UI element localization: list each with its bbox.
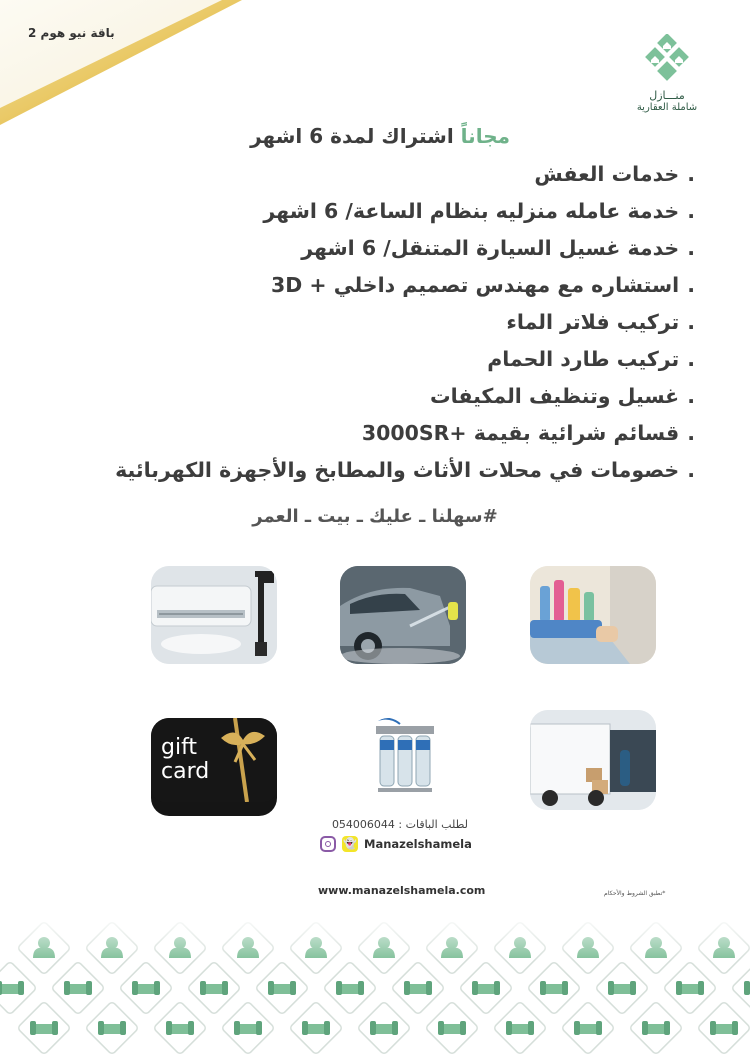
- offer-headline: [250, 124, 510, 148]
- terms-note: *تطبق الشروط والأحكام: [604, 890, 666, 897]
- headline-text: اشتراك لمدة 6 اشهر: [250, 124, 454, 148]
- bottom-decorative-pattern: [0, 910, 750, 1056]
- gold-corner-decoration: [0, 0, 250, 125]
- feature-item: .خدمة عامله منزليه بنظام الساعة/ 6 اشهر: [263, 199, 695, 223]
- social-row: [320, 836, 472, 852]
- hashtag: #سهلنا ـ عليك ـ بيت ـ العمر: [252, 506, 498, 527]
- headline-highlight: مجاناً: [460, 124, 510, 148]
- feature-list: [45, 156, 695, 489]
- feature-item: .غسيل وتنظيف المكيفات: [430, 384, 695, 408]
- order-phone[interactable]: لطلب الباقات : 054006044: [331, 818, 468, 831]
- feature-item: .تركيب طارد الحمام: [487, 347, 695, 371]
- brand-name: منـــازل: [649, 89, 685, 102]
- social-handle[interactable]: Manazelshamela: [364, 837, 472, 851]
- ac-cleaning-image: [151, 566, 277, 664]
- brand-logo: [628, 34, 706, 114]
- feature-item: .خصومات في محلات الأثاث والمطابخ والأجهزة الكهربائية: [115, 458, 695, 482]
- brand-subtitle: شاملة العقارية: [636, 102, 698, 113]
- gift-card-word-card: card: [161, 759, 210, 784]
- feature-item: .خدمة غسيل السيارة المتنقل/ 6 اشهر: [301, 236, 695, 260]
- cleaning-supplies-image: [530, 566, 656, 664]
- feature-item: .قسائم شرائية بقيمة +3000SR: [361, 421, 695, 445]
- feature-item: .استشاره مع مهندس تصميم داخلي + 3D: [270, 273, 695, 297]
- feature-item: .تركيب فلاتر الماء: [506, 310, 695, 334]
- snapchat-icon[interactable]: 👻: [343, 837, 357, 850]
- water-filter-image: [370, 718, 440, 804]
- car-wash-image: [340, 566, 466, 664]
- package-name-badge: باقة نيو هوم 2: [28, 26, 115, 40]
- gift-card-word-gift: gift: [161, 735, 198, 760]
- website-link[interactable]: www.manazelshamela.com: [318, 884, 486, 897]
- instagram-icon[interactable]: [320, 836, 336, 852]
- gift-card-image: [151, 718, 277, 816]
- house-diamond-icon: [636, 34, 698, 84]
- feature-item: .خدمات العفش: [534, 162, 695, 186]
- moving-truck-image: [530, 710, 656, 810]
- contact-block: [320, 818, 472, 852]
